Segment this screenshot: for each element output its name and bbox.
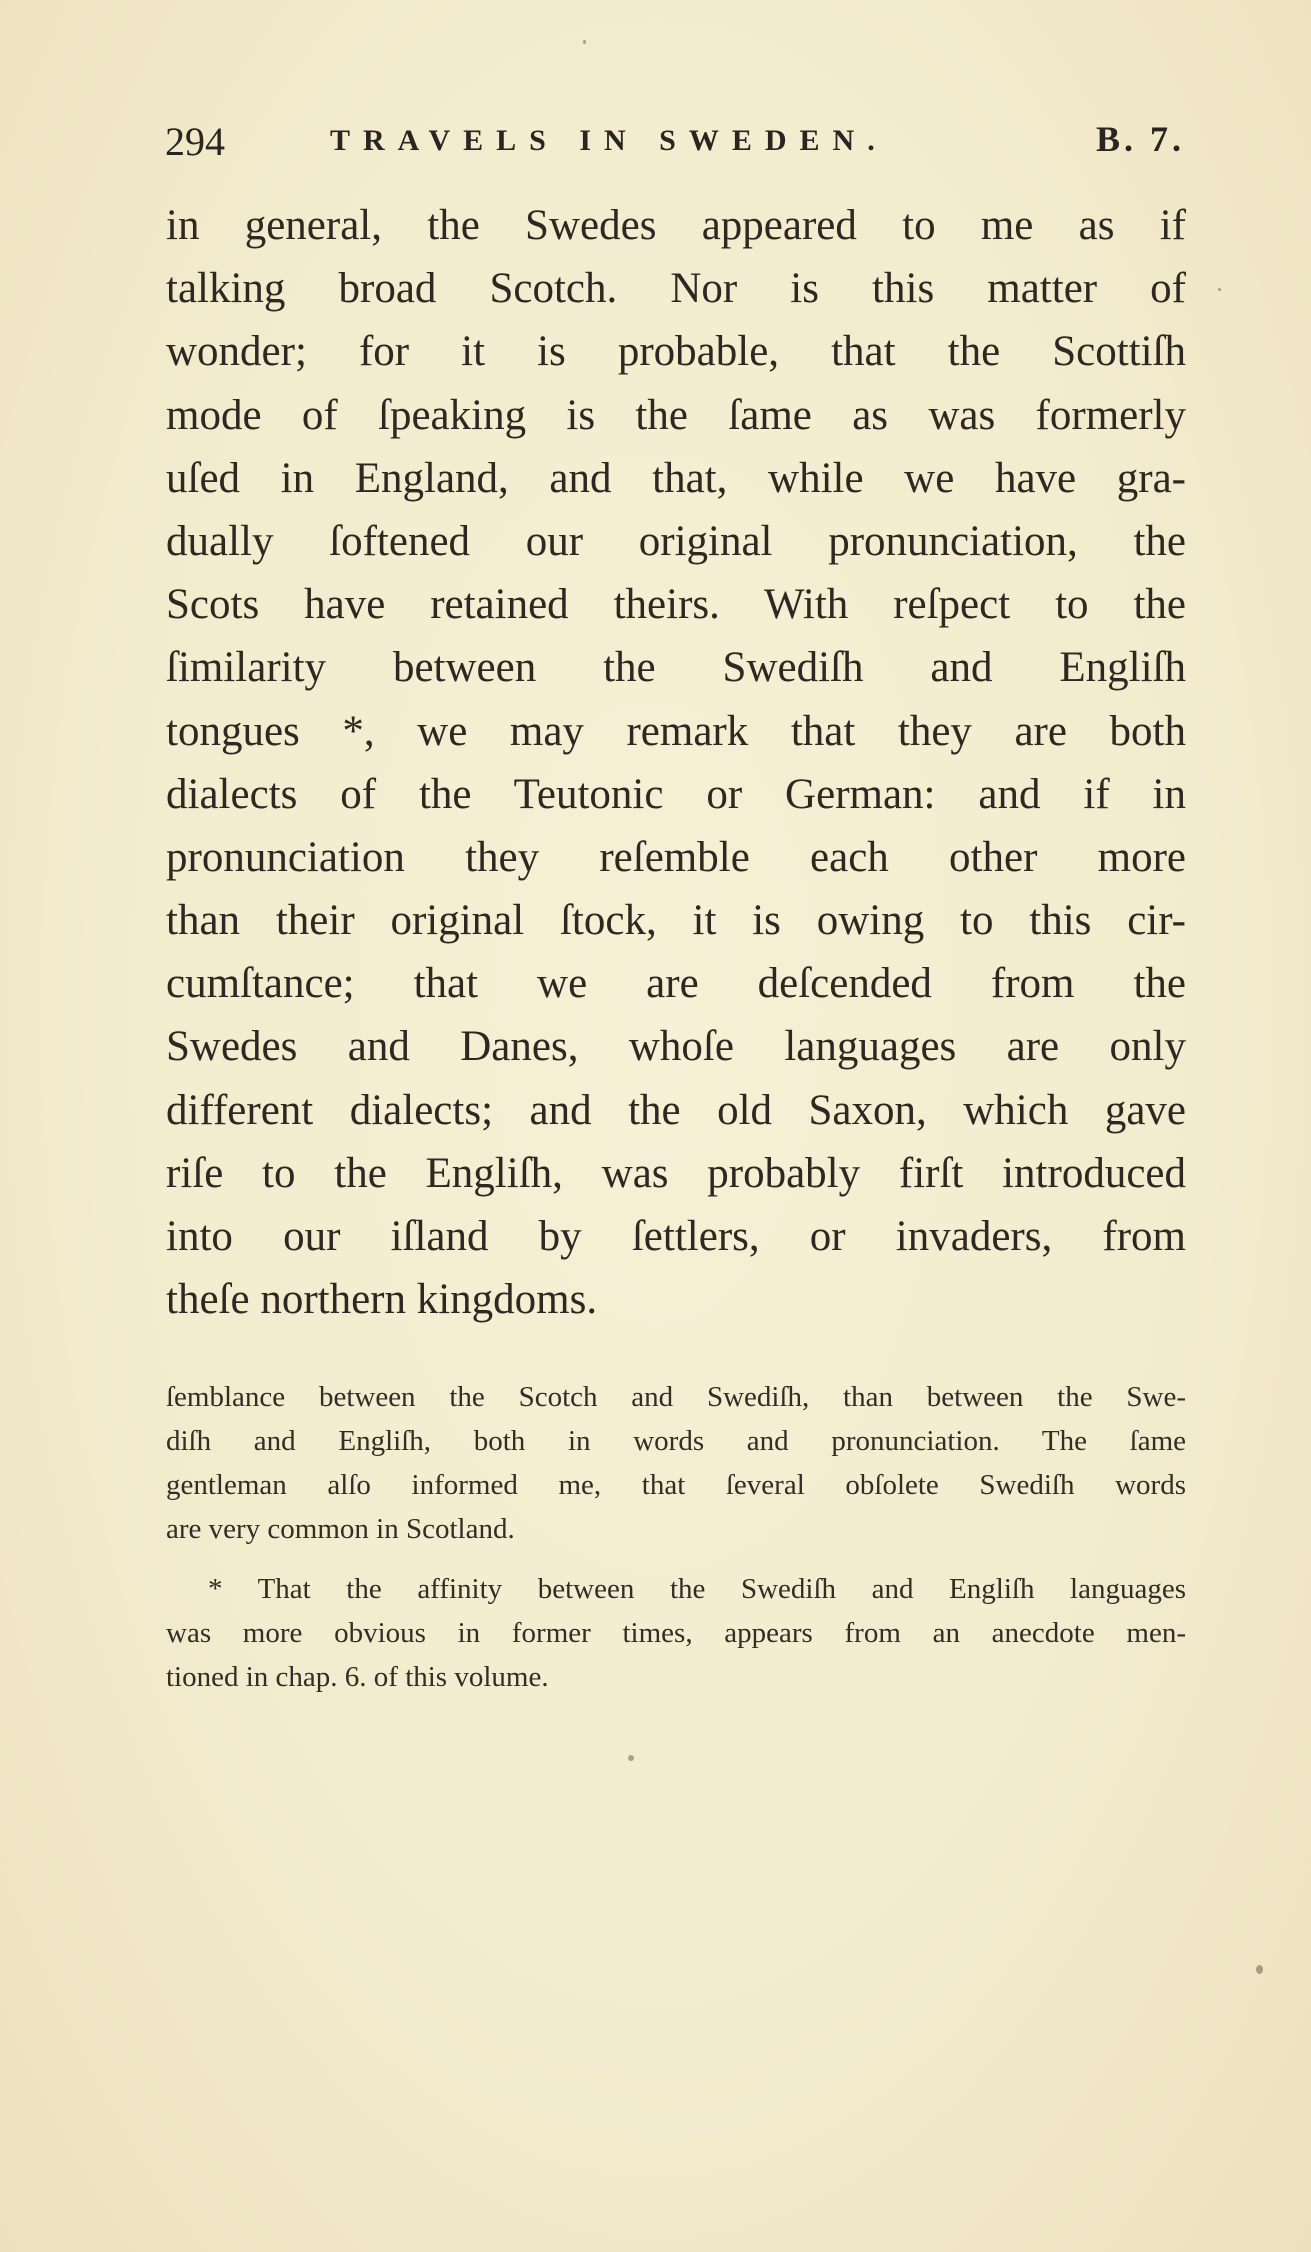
text-line: into our iſland by ſettlers, or invaders, from — [166, 1213, 1186, 1260]
paper-speck — [1218, 288, 1221, 291]
text-line: different dialects; and the old Saxon, which gave — [166, 1086, 1186, 1134]
text-line: Swedes and Danes, whoſe languages are only — [166, 1023, 1186, 1071]
text-line: pronunciation they reſemble each other more — [166, 833, 1186, 881]
paper-speck — [583, 40, 586, 44]
footnote-star-line: * That the affinity between the Swediſh and Engliſh languages — [208, 1573, 1186, 1605]
footnotes — [166, 1375, 1186, 1699]
text-line: dually ſoftened our original pronunciation, the — [166, 517, 1186, 565]
text-line: riſe to the Engliſh, was probably firſt introduced — [166, 1149, 1186, 1197]
footnote-continued-line: diſh and Engliſh, both in words and pronunciation. The ſame — [166, 1425, 1186, 1457]
main-text — [166, 194, 1186, 1331]
page-number: 294 — [165, 119, 225, 164]
text-line: Scots have retained theirs. With reſpect to the — [166, 581, 1186, 629]
running-title: TRAVELS IN SWEDEN. — [330, 124, 888, 157]
text-line: ſimilarity between the Swediſh and Engliſh — [166, 644, 1186, 692]
text-line: talking broad Scotch. Nor is this matter of — [166, 265, 1186, 313]
text-line: mode of ſpeaking is the ſame as was formerly — [166, 391, 1186, 439]
footnote-star-line: was more obvious in former times, appears from an anecdote men- — [166, 1617, 1186, 1649]
text-line: tongues *, we may remark that they are both — [166, 707, 1186, 755]
text-line: theſe northern kingdoms. — [166, 1276, 598, 1324]
text-line: in general, the Swedes appeared to me as if — [166, 202, 1186, 249]
footnote-continued-line: ſemblance between the Scotch and Swediſh, than between the Swe- — [166, 1381, 1186, 1413]
text-line: uſed in England, and that, while we have gra- — [166, 454, 1186, 502]
footnote-continued-line: gentleman alſo informed me, that ſeveral obſolete Swediſh words — [166, 1469, 1186, 1501]
section-marker: B. 7. — [1095, 119, 1185, 159]
paper-speck — [628, 1755, 634, 1761]
text-line: cumſtance; that we are deſcended from the — [166, 960, 1186, 1008]
footnote-continued-line: are very common in Scotland. — [166, 1513, 515, 1545]
text-line: wonder; for it is probable, that the Scottiſh — [166, 328, 1186, 376]
text-line: dialects of the Teutonic or German: and if in — [166, 770, 1186, 818]
running-head — [165, 118, 1185, 168]
text-line: than their original ſtock, it is owing to this cir- — [166, 897, 1186, 945]
footnote-star-line: tioned in chap. 6. of this volume. — [166, 1661, 549, 1693]
paper-speck — [1256, 1965, 1263, 1974]
footnote-gap — [166, 1551, 1186, 1567]
